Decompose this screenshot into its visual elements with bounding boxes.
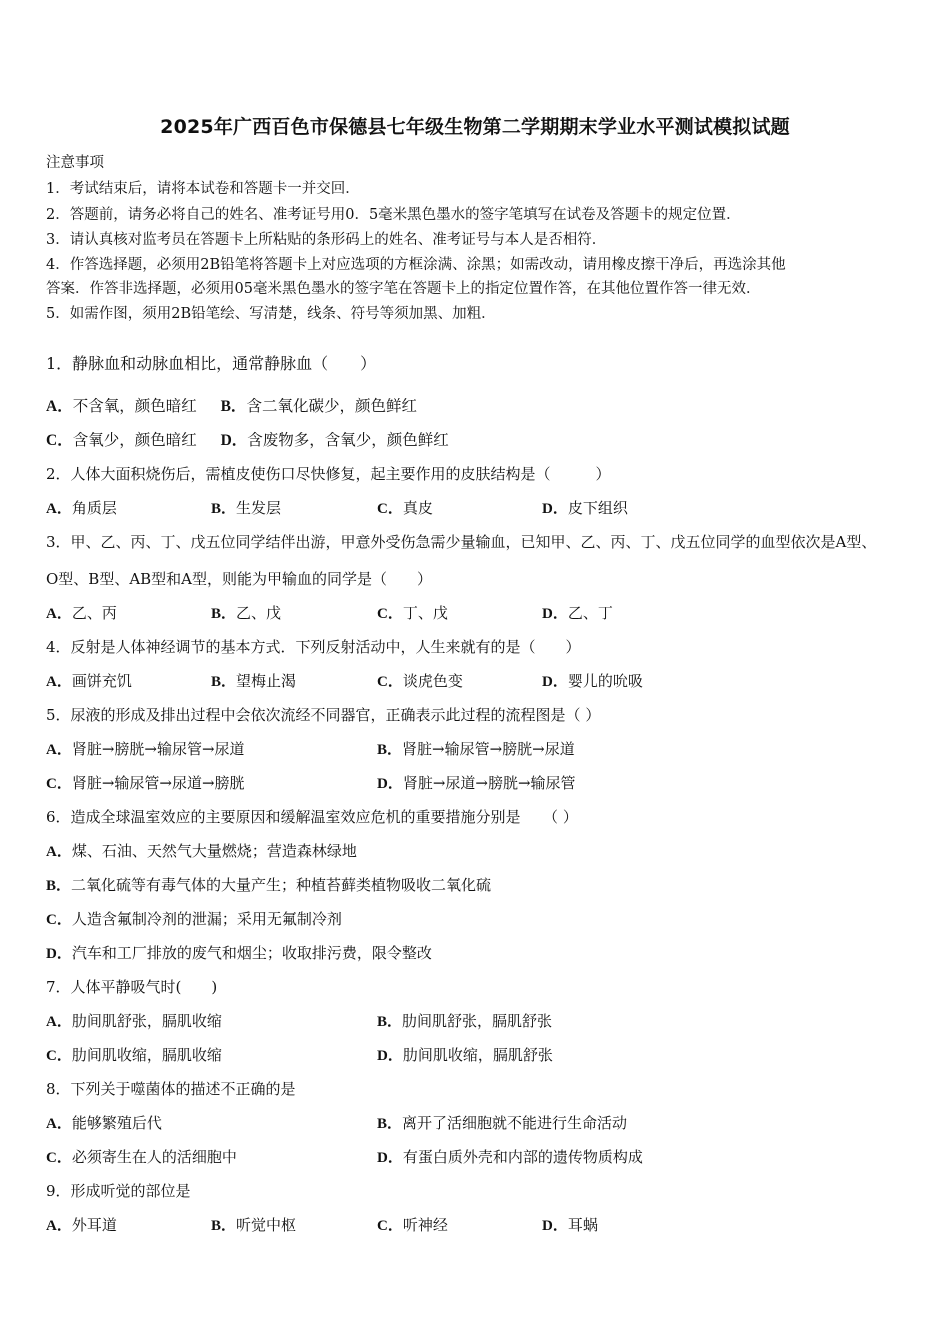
option-letter: B．	[220, 398, 247, 415]
option	[46, 874, 491, 895]
question-stem: 1．静脉血和动脉血相比，通常静脉血（ ）	[46, 354, 377, 373]
option-letter: D．	[377, 1048, 403, 1064]
option	[46, 1146, 237, 1167]
option-text: 谈虎色变	[402, 672, 463, 690]
option-text: 离开了活细胞就不能进行生命活动	[402, 1114, 628, 1132]
option-text: 乙、丙	[71, 604, 117, 622]
option-text: 丁、戊	[402, 604, 448, 622]
option	[46, 1112, 162, 1133]
option-text: 肋间肌收缩，膈肌收缩	[71, 1046, 222, 1064]
option-text: 二氧化硫等有毒气体的大量产生；种植苔藓类植物吸收二氧化硫	[71, 876, 492, 894]
page-title: 2025年广西百色市保德县七年级生物第二学期期末学业水平测试模拟试题	[160, 116, 790, 138]
option	[46, 908, 342, 929]
option-text: 画饼充饥	[71, 672, 132, 690]
option-letter: A．	[46, 1014, 72, 1030]
option-text: 乙、丁	[567, 604, 613, 622]
option	[46, 1214, 117, 1235]
option	[46, 840, 357, 861]
option-text: 听觉中枢	[236, 1216, 297, 1234]
option-text: 真皮	[402, 499, 433, 517]
question-stem: 9．形成听觉的部位是	[46, 1182, 191, 1200]
option-letter: D．	[542, 501, 568, 517]
option	[377, 1214, 448, 1235]
option-letter: B．	[377, 1116, 403, 1132]
option-letter: D．	[377, 1150, 403, 1166]
option-text: 肾脏→输尿管→尿道→膀胱	[71, 774, 245, 792]
notice-line: 3．请认真核对监考员在答题卡上所粘贴的条形码上的姓名、准考证号与本人是否相符．	[46, 232, 607, 248]
option	[46, 602, 117, 623]
option-letter: D．	[542, 1218, 568, 1234]
option-letter: A．	[46, 742, 72, 758]
option	[46, 497, 117, 518]
option-letter: B．	[377, 1014, 403, 1030]
question-stem: 8．下列关于噬菌体的描述不正确的是	[46, 1080, 296, 1098]
question-stem: 4．反射是人体神经调节的基本方式．下列反射活动中，人生来就有的是（ ）	[46, 638, 581, 656]
option-row	[46, 394, 417, 416]
option	[377, 738, 575, 759]
option-letter: D．	[542, 674, 568, 690]
option	[46, 942, 432, 963]
notice-line: 答案．作答非选择题，必须用05毫米黑色墨水的签字笔在答题卡上的指定位置作答，在其他位置作答一律无效．	[46, 281, 761, 297]
option-letter: A．	[46, 674, 72, 690]
option-text: 含二氧化碳少，颜色鲜红	[246, 397, 417, 415]
option-letter: B．	[211, 606, 237, 622]
option	[377, 670, 463, 691]
option-letter: C．	[377, 1218, 403, 1234]
option-text: 人造含氟制冷剂的泄漏；采用无氟制冷剂	[71, 910, 342, 928]
option-letter: A．	[46, 1218, 72, 1234]
option-text: 皮下组织	[567, 499, 628, 517]
option-letter: B．	[46, 878, 72, 894]
option	[542, 602, 613, 623]
notice-line: 2．答题前，请务必将自己的姓名、准考证号用0．5毫米黑色墨水的签字笔填写在试卷及答题卡的规定位置．	[46, 207, 741, 223]
option	[46, 670, 132, 691]
question-stem: 6．造成全球温室效应的主要原因和缓解温室效应危机的重要措施分别是 （ ）	[46, 808, 578, 826]
notice-line: 5．如需作图，须用2B铅笔绘、写清楚，线条、符号等须加黑、加粗．	[46, 306, 496, 322]
option-letter: D．	[46, 946, 72, 962]
option	[542, 497, 628, 518]
option-text: 能够繁殖后代	[71, 1114, 162, 1132]
option-letter: D．	[377, 776, 403, 792]
notice-line: 1．考试结束后，请将本试卷和答题卡一并交回．	[46, 181, 360, 197]
option	[46, 772, 245, 793]
option-text: 肾脏→尿道→膀胱→输尿管	[402, 774, 576, 792]
option	[542, 1214, 598, 1235]
notice-line: 4．作答选择题，必须用2B铅笔将答题卡上对应选项的方框涂满、涂黑；如需改动，请用橡皮擦干净后，再选涂其他	[46, 257, 786, 273]
option	[46, 1010, 222, 1031]
option-text: 肋间肌舒张，膈肌收缩	[71, 1012, 222, 1030]
notice-heading: 注意事项	[46, 155, 104, 171]
option-letter: A．	[46, 398, 73, 415]
option	[377, 1010, 552, 1031]
option	[211, 602, 281, 623]
option-letter: C．	[377, 606, 403, 622]
option	[377, 772, 576, 793]
option-letter: C．	[46, 432, 73, 449]
option-text: 乙、戊	[236, 604, 282, 622]
option-letter: B．	[211, 1218, 237, 1234]
option-text: 生发层	[236, 499, 282, 517]
option-text: 角质层	[71, 499, 117, 517]
option	[377, 1146, 643, 1167]
option	[211, 670, 296, 691]
option-text: 肾脏→膀胱→输尿管→尿道	[71, 740, 245, 758]
option-text: 肋间肌收缩，膈肌舒张	[402, 1046, 553, 1064]
option-letter: D．	[542, 606, 568, 622]
option-letter: C．	[46, 1048, 72, 1064]
option-text: 听神经	[402, 1216, 448, 1234]
option-letter: B．	[377, 742, 403, 758]
option-text: 婴儿的吮吸	[567, 672, 643, 690]
option-letter: B．	[211, 674, 237, 690]
question-stem: 5．尿液的形成及排出过程中会依次流经不同器官，正确表示此过程的流程图是（ ）	[46, 706, 601, 724]
option-letter: C．	[46, 912, 72, 928]
option	[46, 738, 245, 759]
option-text: 有蛋白质外壳和内部的遗传物质构成	[402, 1148, 643, 1166]
option-text: 耳蜗	[567, 1216, 598, 1234]
option-letter: A．	[46, 606, 72, 622]
option-letter: C．	[377, 501, 403, 517]
question-stem: 3．甲、乙、丙、丁、戊五位同学结伴出游，甲意外受伤急需少量输血，已知甲、乙、丙、丁、戊五位同学的血型依次是A型、	[46, 533, 877, 551]
question-stem-continued: O型、B型、AB型和A型，则能为甲输血的同学是（ ）	[46, 570, 433, 588]
option	[211, 1214, 296, 1235]
option-letter: A．	[46, 501, 72, 517]
option-text: 必须寄生在人的活细胞中	[71, 1148, 237, 1166]
option-text: 汽车和工厂排放的废气和烟尘；收取排污费，限令整改	[71, 944, 432, 962]
option-letter: C．	[377, 674, 403, 690]
question-stem: 7．人体平静吸气时( )	[46, 978, 218, 996]
option	[377, 602, 448, 623]
option-text: 肋间肌舒张，膈肌舒张	[402, 1012, 553, 1030]
option-row	[46, 428, 449, 450]
question-stem: 2．人体大面积烧伤后，需植皮使伤口尽快修复，起主要作用的皮肤结构是（ ）	[46, 465, 611, 483]
option-text: 煤、石油、天然气大量燃烧；营造森林绿地	[71, 842, 357, 860]
option-letter: C．	[46, 776, 72, 792]
option-text: 肾脏→输尿管→膀胱→尿道	[402, 740, 575, 758]
option-text: 含废物多，含氧少，颜色鲜红	[247, 431, 449, 449]
option-text: 不含氧，颜色暗红	[72, 397, 197, 415]
option	[542, 670, 643, 691]
option-letter: B．	[211, 501, 237, 517]
option	[46, 1044, 222, 1065]
option	[377, 497, 433, 518]
option-letter: D．	[220, 432, 248, 449]
option	[211, 497, 281, 518]
option	[377, 1044, 553, 1065]
option	[377, 1112, 627, 1133]
option-letter: A．	[46, 844, 72, 860]
option-text: 望梅止渴	[236, 672, 297, 690]
option-text: 外耳道	[71, 1216, 117, 1234]
option-letter: A．	[46, 1116, 72, 1132]
option-letter: C．	[46, 1150, 72, 1166]
option-text: 含氧少，颜色暗红	[72, 431, 197, 449]
